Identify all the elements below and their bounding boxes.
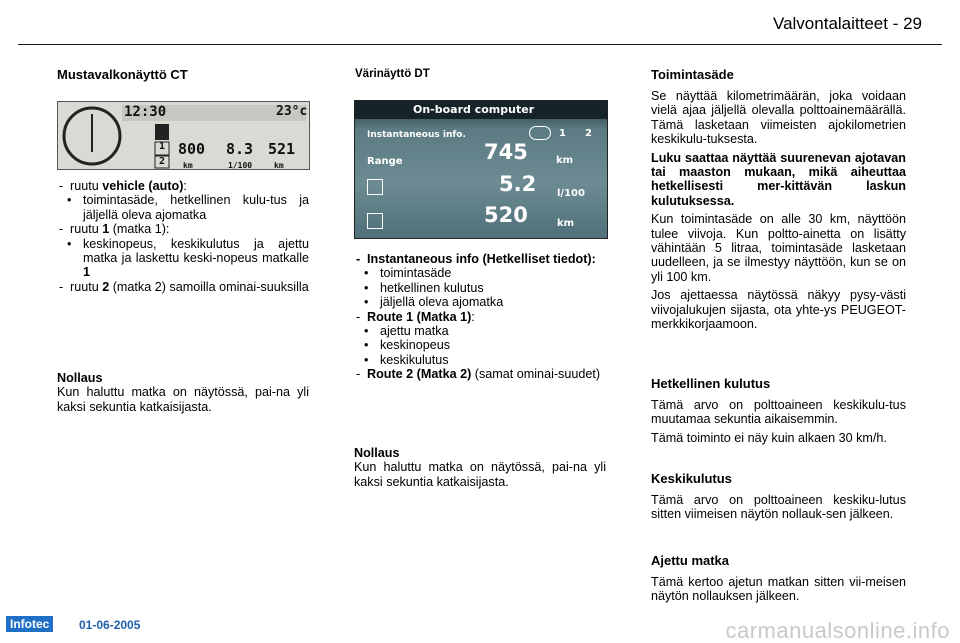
reset-text: Kun haluttu matka on näytössä, pai-na yli kaksi sekuntia katkaisijasta. bbox=[354, 460, 606, 489]
list-item: • toimintasäde, hetkellinen kulu-tus ja jäljellä oleva ajomatka bbox=[57, 193, 309, 222]
section-title-range: Toimintasäde bbox=[651, 67, 734, 82]
mono-display-image bbox=[57, 101, 310, 170]
right-section-average bbox=[651, 471, 906, 526]
lcd-unit-3: km bbox=[274, 161, 284, 170]
right-section-distance bbox=[651, 553, 906, 608]
fuel-pump-icon bbox=[367, 179, 383, 195]
paragraph: Jos ajettaessa näytössä näkyy pysy-västi viivojalukujen sijasta, ota yhte-ys PEUGEOT-merkkikorjaamoon. bbox=[651, 288, 906, 332]
lcd-tab-2: 2 bbox=[159, 156, 166, 167]
display-tab-1: 1 bbox=[559, 128, 566, 139]
paragraph: Kun toimintasäde on alle 30 km, näyttöön tulee viivoja. Kun poltto-ainetta on lisätty vähintään 5 litraa, toimintasäde lasketaan uudelleen, ja se ilmestyy näyttöön, kun se on yli 100 km. bbox=[651, 212, 906, 284]
lcd-value-consumption: 8.3 bbox=[226, 140, 254, 158]
flag-icon bbox=[367, 213, 383, 229]
page-title: Valvontalaitteet - 29 bbox=[773, 14, 922, 33]
lcd-tab-1: 1 bbox=[159, 141, 166, 152]
list-item: • toimintasäde bbox=[354, 266, 606, 280]
list-item: - Route 1 (Matka 1): bbox=[354, 310, 606, 324]
footer-date: 01-06-2005 bbox=[79, 617, 141, 632]
display-value-distance: 520 bbox=[484, 203, 528, 227]
lcd-unit-2: 1/100 bbox=[228, 161, 253, 170]
display-unit-distance: km bbox=[557, 218, 575, 229]
section-title-dt: Värinäyttö DT bbox=[355, 68, 430, 80]
list-item: • keskikulutus bbox=[354, 353, 606, 367]
header-rule bbox=[18, 44, 942, 45]
right-column bbox=[651, 67, 906, 336]
reset-title: Nollaus bbox=[57, 371, 103, 385]
list-item: - Route 2 (Matka 2) (samat ominai-suudet) bbox=[354, 367, 606, 381]
paragraph: Tämä kertoo ajetun matkan sitten vii-meisen näytön nollauksen jälkeen. bbox=[651, 575, 906, 604]
list-item: • jäljellä oleva ajomatka bbox=[354, 295, 606, 309]
list-item: • hetkellinen kulutus bbox=[354, 281, 606, 295]
display-unit-range: km bbox=[556, 155, 574, 166]
list-item: • ajettu matka bbox=[354, 324, 606, 338]
paragraph: Tämä arvo on polttoaineen keskikulu-tus muutamaa sekuntia aikaisemmin. bbox=[651, 398, 906, 427]
infotec-logo: Infotec bbox=[6, 616, 53, 632]
lcd-value-range: 800 bbox=[178, 140, 206, 158]
display-value-consumption: 5.2 bbox=[499, 172, 537, 196]
section-title-instant: Hetkellinen kulutus bbox=[651, 376, 771, 391]
lcd-unit-1: km bbox=[183, 161, 193, 170]
list-item: • keskinopeus, keskikulutus ja ajettu matka ja laskettu keski-nopeus matkalle 1 bbox=[57, 237, 309, 280]
lcd-time: 12:30 bbox=[124, 104, 167, 120]
left-reset bbox=[57, 371, 309, 418]
route-selector-icon bbox=[529, 126, 551, 140]
display-value-range: 745 bbox=[484, 140, 528, 164]
paragraph: Tämä arvo on polttoaineen keskiku-lutus sitten viimeisen näytön nollauk-sen jälkeen. bbox=[651, 493, 906, 522]
list-item: - ruutu 1 (matka 1): bbox=[57, 222, 309, 236]
list-item: - Instantaneous info (Hetkelliset tiedot): bbox=[354, 252, 606, 266]
right-section-instant bbox=[651, 376, 906, 449]
reset-title: Nollaus bbox=[354, 446, 400, 460]
list-item: - ruutu vehicle (auto): bbox=[57, 179, 309, 193]
list-item: • keskinopeus bbox=[354, 338, 606, 352]
middle-reset bbox=[354, 446, 606, 493]
color-display-image bbox=[354, 100, 608, 239]
display-header: On-board computer bbox=[413, 103, 535, 116]
section-title-average: Keskikulutus bbox=[651, 471, 732, 486]
paragraph: Luku saattaa näyttää suurenevan ajotavan tai maaston mukaan, mikä aiheuttaa hetkellisesti mer-kittävän laskun kulutuksessa. bbox=[651, 150, 906, 208]
paragraph: Se näyttää kilometrimäärän, joka voidaan vielä ajaa jäljellä olevalla polttoainemäärällä. Tämä lasketaan viimeisten ajokilometrien keskikulu-tuksesta. bbox=[651, 89, 906, 147]
section-title-ct: Mustavalkonäyttö CT bbox=[57, 67, 188, 82]
paragraph: Tämä toiminto ei näy kuin alkaen 30 km/h. bbox=[651, 430, 887, 445]
display-unit-consumption: l/100 bbox=[557, 188, 585, 199]
reset-text: Kun haluttu matka on näytössä, pai-na yli kaksi sekuntia katkaisijasta. bbox=[57, 385, 309, 414]
display-row-instant: Instantaneous info. bbox=[367, 130, 466, 140]
list-item: - ruutu 2 (matka 2) samoilla ominai-suuksilla bbox=[57, 280, 309, 294]
left-list bbox=[57, 179, 309, 294]
lcd-temp: 23°c bbox=[276, 104, 308, 119]
display-range-label: Range bbox=[367, 156, 403, 167]
middle-list bbox=[354, 252, 606, 382]
section-title-distance: Ajettu matka bbox=[651, 553, 730, 568]
lcd-value-distance: 521 bbox=[268, 140, 296, 158]
display-tab-2: 2 bbox=[585, 128, 592, 139]
left-column bbox=[57, 67, 309, 83]
watermark: carmanualsonline.info bbox=[725, 617, 950, 643]
